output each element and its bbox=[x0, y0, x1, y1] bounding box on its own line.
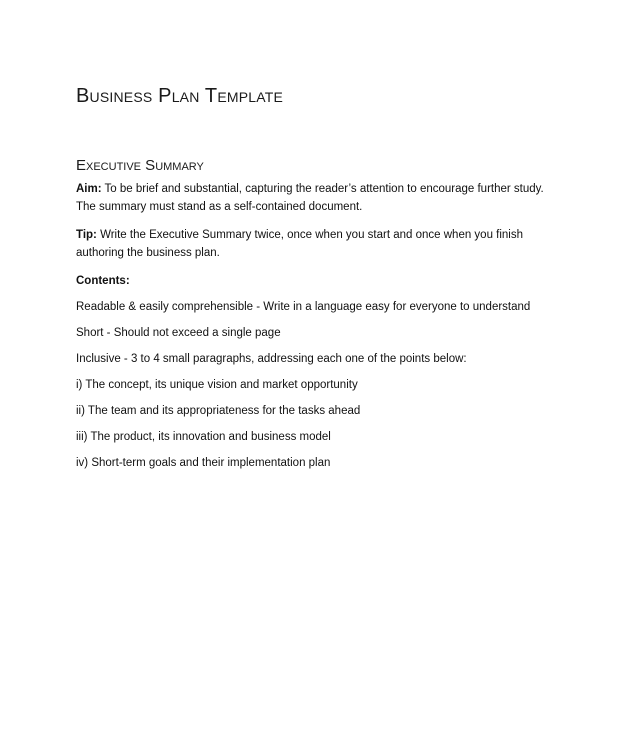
list-item: iv) Short-term goals and their implementation plan bbox=[76, 457, 331, 469]
aim-paragraph bbox=[76, 180, 566, 216]
aim-label: Aim: bbox=[76, 183, 102, 195]
list-item: Inclusive - 3 to 4 small paragraphs, addressing each one of the points below: bbox=[76, 353, 467, 365]
contents-list bbox=[76, 298, 566, 472]
tip-text: Write the Executive Summary twice, once when you start and once when you finish authoring the business plan. bbox=[76, 229, 524, 259]
document-content bbox=[76, 82, 566, 472]
section-heading-executive-summary: Executive Summary bbox=[76, 157, 204, 174]
tip-label: Tip: bbox=[76, 229, 97, 241]
contents-label: Contents: bbox=[76, 275, 130, 287]
list-item: Readable & easily comprehensible - Write in a language easy for everyone to understand bbox=[76, 301, 531, 313]
document-title: Business Plan Template bbox=[76, 85, 284, 107]
list-item: Short - Should not exceed a single page bbox=[76, 327, 281, 339]
list-item: i) The concept, its unique vision and market opportunity bbox=[76, 379, 358, 391]
list-item: ii) The team and its appropriateness for the tasks ahead bbox=[76, 405, 361, 417]
list-item: iii) The product, its innovation and business model bbox=[76, 431, 331, 443]
aim-text: To be brief and substantial, capturing the reader’s attention to encourage further study. The summary must stand as a self-contained document. bbox=[76, 183, 544, 213]
tip-paragraph bbox=[76, 226, 566, 262]
